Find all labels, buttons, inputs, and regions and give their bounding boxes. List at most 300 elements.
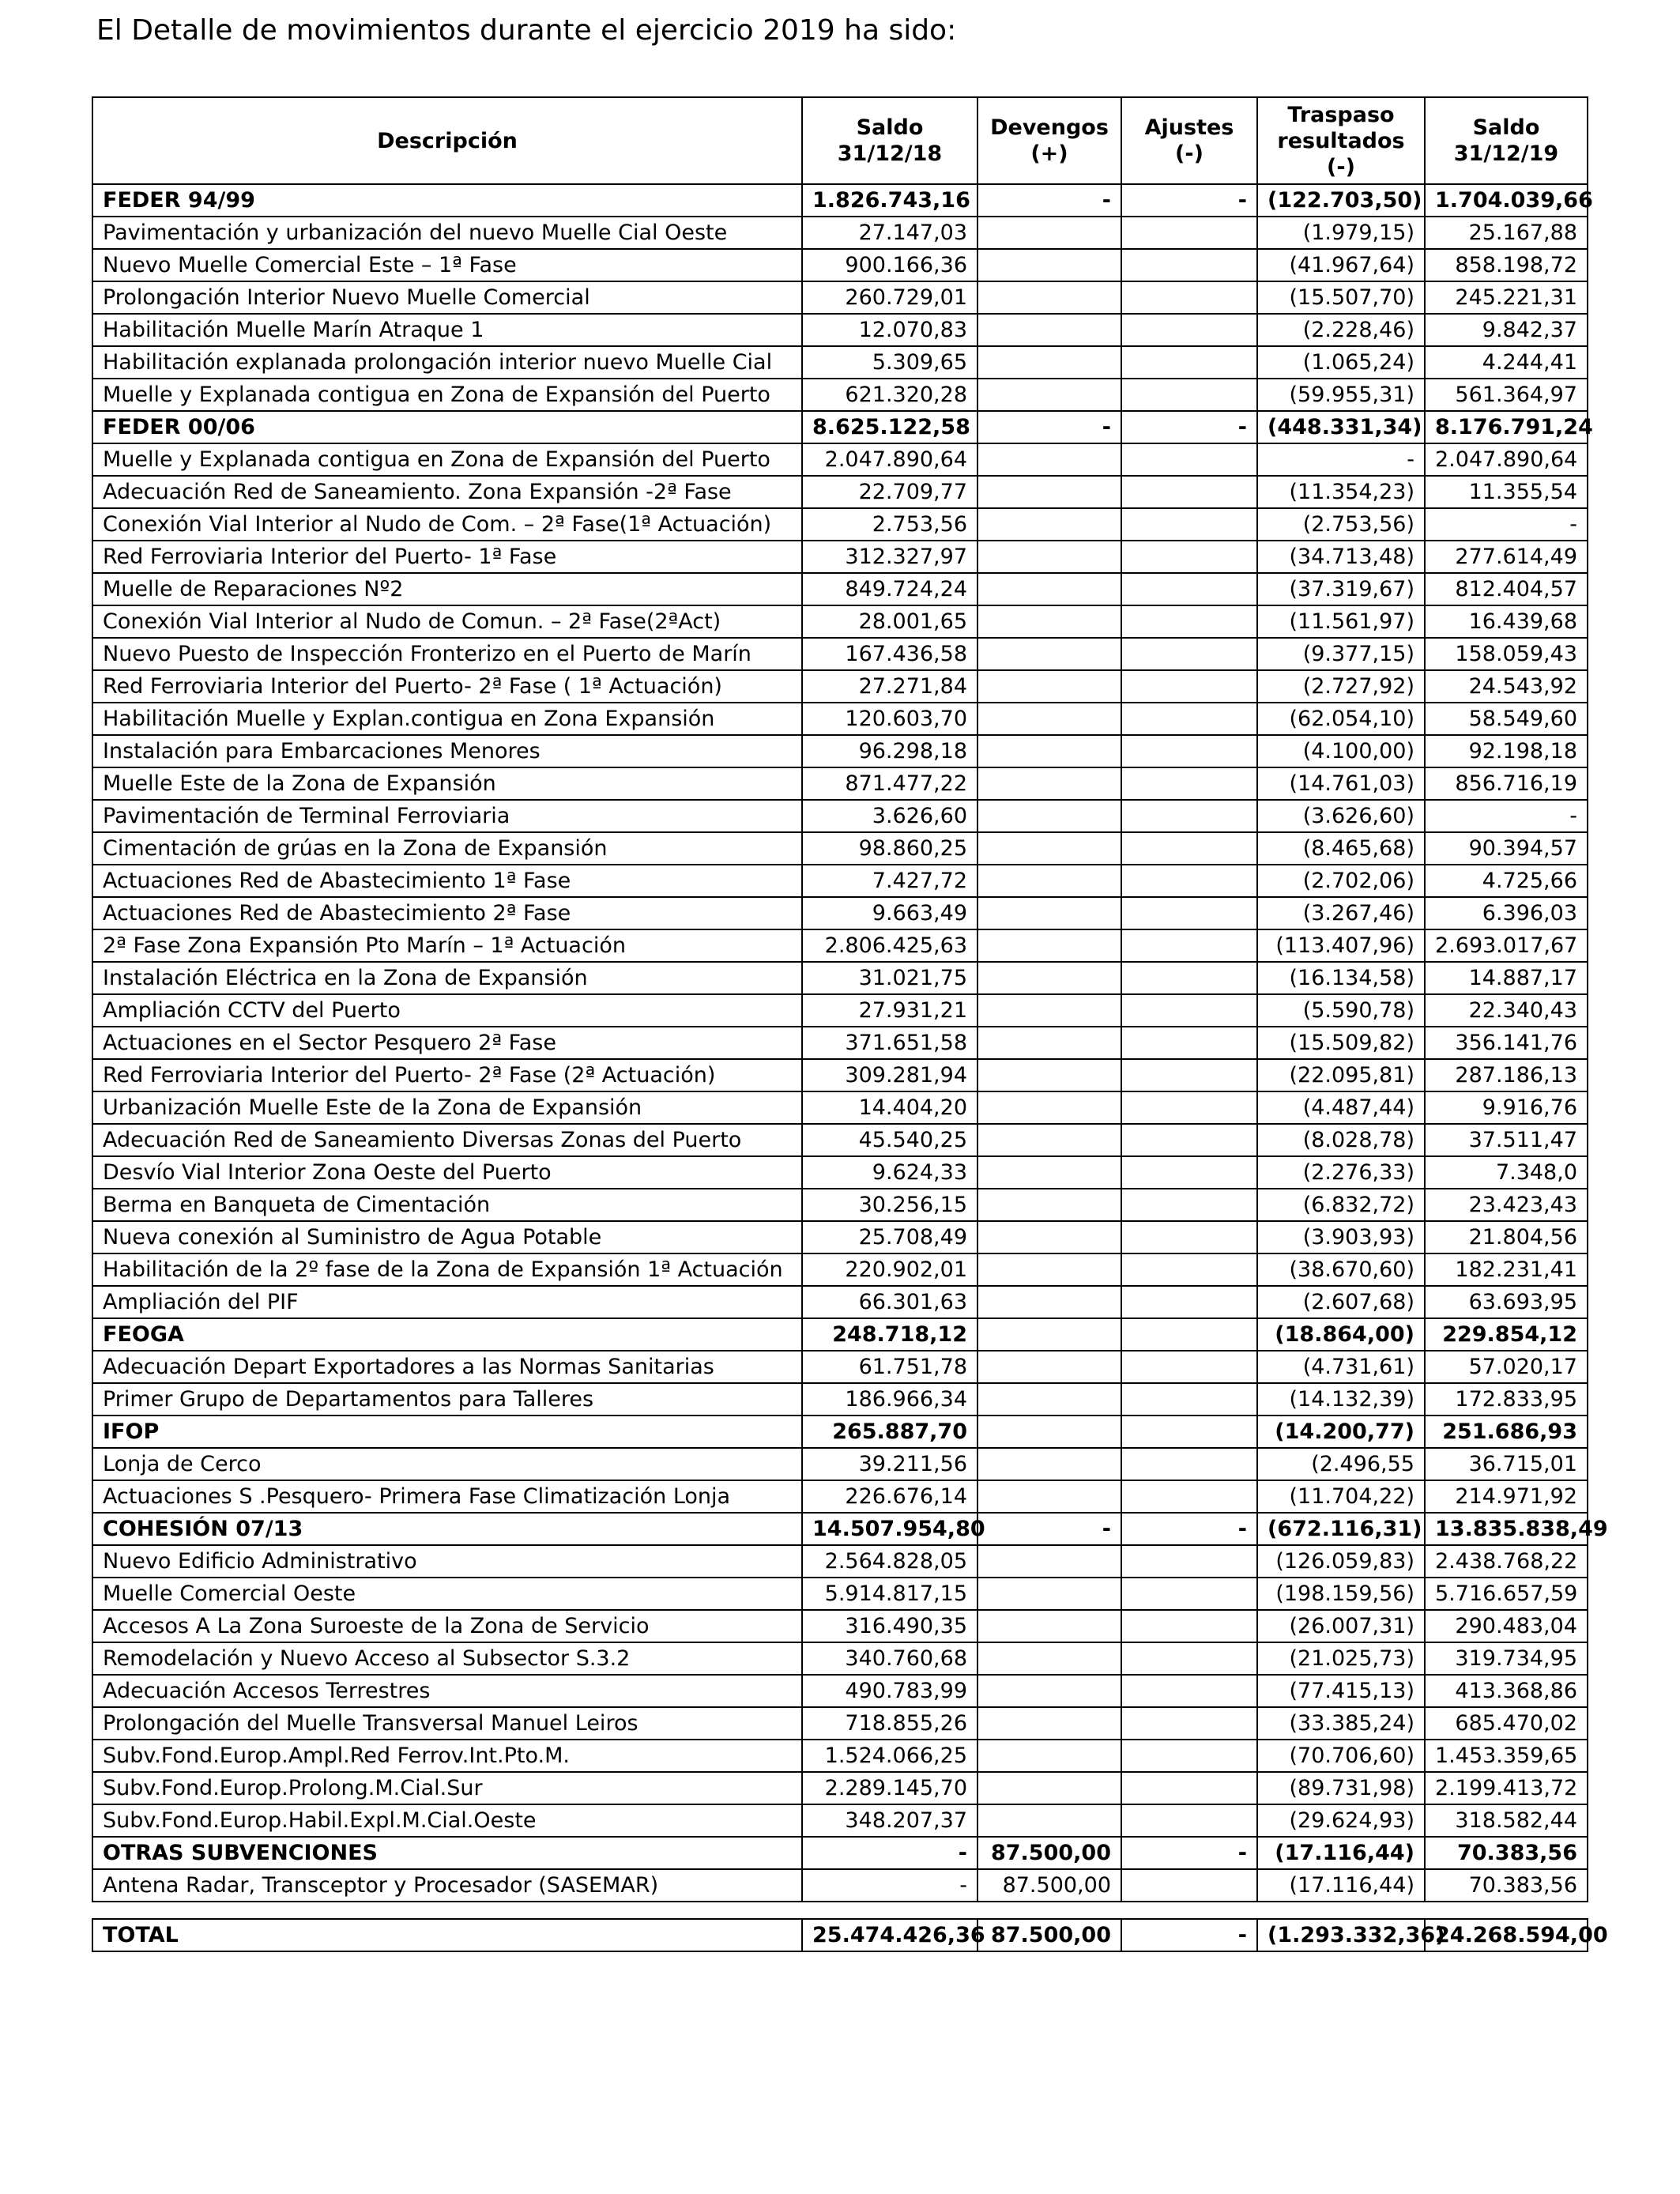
cell-descripcion: Nuevo Muelle Comercial Este – 1ª Fase <box>92 249 802 281</box>
cell-traspaso: (15.509,82) <box>1257 1027 1425 1059</box>
cell-ajustes <box>1121 1221 1257 1253</box>
cell-saldo-2018: 2.806.425,63 <box>802 929 977 962</box>
cell-saldo-2018: 30.256,15 <box>802 1189 977 1221</box>
table-row <box>92 897 1588 929</box>
cell-descripcion: 2ª Fase Zona Expansión Pto Marín – 1ª Actuación <box>92 929 802 962</box>
cell-devengos: - <box>977 1513 1121 1545</box>
cell-saldo-2018: 718.855,26 <box>802 1707 977 1740</box>
cell-saldo-2018: 61.751,78 <box>802 1351 977 1383</box>
cell-devengos <box>977 379 1121 411</box>
table-row <box>92 1480 1588 1513</box>
table-row <box>92 1804 1588 1837</box>
table-row <box>92 800 1588 832</box>
table-row <box>92 1610 1588 1642</box>
cell-saldo-2019: 318.582,44 <box>1425 1804 1588 1837</box>
cell-descripcion: Adecuación Red de Saneamiento Diversas Zonas del Puerto <box>92 1124 802 1156</box>
cell-ajustes <box>1121 897 1257 929</box>
cell-saldo-2018: 1.524.066,25 <box>802 1740 977 1772</box>
cell-descripcion: Antena Radar, Transceptor y Procesador (SASEMAR) <box>92 1869 802 1902</box>
cell-traspaso: (4.487,44) <box>1257 1091 1425 1124</box>
table-row <box>92 703 1588 735</box>
cell-descripcion: Ampliación CCTV del Puerto <box>92 994 802 1027</box>
cell-traspaso: (11.704,22) <box>1257 1480 1425 1513</box>
cell-traspaso: (14.200,77) <box>1257 1416 1425 1448</box>
cell-saldo-2018: 871.477,22 <box>802 767 977 800</box>
cell-ajustes <box>1121 1740 1257 1772</box>
cell-traspaso: (89.731,98) <box>1257 1772 1425 1804</box>
cell-saldo-2018: 22.709,77 <box>802 476 977 508</box>
cell-ajustes <box>1121 1383 1257 1416</box>
cell-saldo-2018: 248.718,12 <box>802 1318 977 1351</box>
cell-devengos <box>977 1124 1121 1156</box>
total-traspaso: (1.293.332,36) <box>1257 1919 1425 1951</box>
cell-devengos <box>977 541 1121 573</box>
cell-devengos <box>977 1545 1121 1578</box>
cell-devengos <box>977 1027 1121 1059</box>
cell-saldo-2018: 2.047.890,64 <box>802 443 977 476</box>
cell-traspaso: (18.864,00) <box>1257 1318 1425 1351</box>
cell-descripcion: Conexión Vial Interior al Nudo de Com. – 2ª Fase(1ª Actuación) <box>92 508 802 541</box>
cell-traspaso: (2.276,33) <box>1257 1156 1425 1189</box>
cell-saldo-2018: 14.507.954,80 <box>802 1513 977 1545</box>
cell-saldo-2018: 1.826.743,16 <box>802 184 977 217</box>
cell-saldo-2018: 31.021,75 <box>802 962 977 994</box>
cell-saldo-2019: 229.854,12 <box>1425 1318 1588 1351</box>
group-row <box>92 1837 1588 1869</box>
cell-ajustes <box>1121 443 1257 476</box>
cell-devengos <box>977 767 1121 800</box>
cell-descripcion: Instalación para Embarcaciones Menores <box>92 735 802 767</box>
table-row <box>92 1351 1588 1383</box>
cell-devengos <box>977 962 1121 994</box>
cell-ajustes <box>1121 508 1257 541</box>
cell-saldo-2019: 13.835.838,49 <box>1425 1513 1588 1545</box>
cell-saldo-2018: 98.860,25 <box>802 832 977 865</box>
cell-descripcion: Prolongación del Muelle Transversal Manuel Leiros <box>92 1707 802 1740</box>
cell-saldo-2019: - <box>1425 800 1588 832</box>
cell-saldo-2019: 214.971,92 <box>1425 1480 1588 1513</box>
cell-saldo-2019: 287.186,13 <box>1425 1059 1588 1091</box>
cell-saldo-2018: 621.320,28 <box>802 379 977 411</box>
cell-devengos <box>977 314 1121 346</box>
cell-saldo-2019: 2.438.768,22 <box>1425 1545 1588 1578</box>
total-table <box>92 1918 1608 1952</box>
header-saldo-2018: Saldo 31/12/18 <box>802 97 977 184</box>
cell-descripcion: FEOGA <box>92 1318 802 1351</box>
table-row <box>92 217 1588 249</box>
cell-ajustes <box>1121 1480 1257 1513</box>
table-row <box>92 1545 1588 1578</box>
cell-ajustes <box>1121 638 1257 670</box>
total-saldo-2018: 25.474.426,36 <box>802 1919 977 1951</box>
cell-saldo-2019: 23.423,43 <box>1425 1189 1588 1221</box>
cell-descripcion: Ampliación del PIF <box>92 1286 802 1318</box>
table-row <box>92 929 1588 962</box>
cell-devengos <box>977 800 1121 832</box>
cell-traspaso: - <box>1257 443 1425 476</box>
cell-saldo-2019: 58.549,60 <box>1425 703 1588 735</box>
cell-traspaso: (8.465,68) <box>1257 832 1425 865</box>
group-row <box>92 184 1588 217</box>
cell-saldo-2019: 70.383,56 <box>1425 1837 1588 1869</box>
cell-traspaso: (126.059,83) <box>1257 1545 1425 1578</box>
cell-saldo-2019: 561.364,97 <box>1425 379 1588 411</box>
header-saldo-2019: Saldo 31/12/19 <box>1425 97 1588 184</box>
cell-ajustes <box>1121 1091 1257 1124</box>
cell-traspaso: (6.832,72) <box>1257 1189 1425 1221</box>
cell-descripcion: Prolongación Interior Nuevo Muelle Comercial <box>92 281 802 314</box>
table-row <box>92 1740 1588 1772</box>
cell-ajustes <box>1121 1351 1257 1383</box>
table-row <box>92 1253 1588 1286</box>
cell-ajustes <box>1121 832 1257 865</box>
cell-descripcion: Nuevo Edificio Administrativo <box>92 1545 802 1578</box>
cell-saldo-2018: 265.887,70 <box>802 1416 977 1448</box>
cell-traspaso: (14.132,39) <box>1257 1383 1425 1416</box>
cell-saldo-2018: 340.760,68 <box>802 1642 977 1675</box>
cell-ajustes: - <box>1121 411 1257 443</box>
cell-devengos <box>977 476 1121 508</box>
cell-devengos <box>977 217 1121 249</box>
cell-saldo-2019: 290.483,04 <box>1425 1610 1588 1642</box>
cell-ajustes <box>1121 1578 1257 1610</box>
cell-traspaso: (70.706,60) <box>1257 1740 1425 1772</box>
cell-ajustes: - <box>1121 184 1257 217</box>
cell-saldo-2018: 66.301,63 <box>802 1286 977 1318</box>
cell-traspaso: (22.095,81) <box>1257 1059 1425 1091</box>
cell-traspaso: (11.354,23) <box>1257 476 1425 508</box>
cell-devengos <box>977 573 1121 605</box>
cell-descripcion: FEDER 00/06 <box>92 411 802 443</box>
cell-ajustes <box>1121 800 1257 832</box>
cell-ajustes <box>1121 249 1257 281</box>
cell-saldo-2018: - <box>802 1837 977 1869</box>
cell-traspaso: (21.025,73) <box>1257 1642 1425 1675</box>
cell-traspaso: (11.561,97) <box>1257 605 1425 638</box>
cell-descripcion: IFOP <box>92 1416 802 1448</box>
cell-ajustes <box>1121 1253 1257 1286</box>
table-row <box>92 994 1588 1027</box>
cell-saldo-2018: 8.625.122,58 <box>802 411 977 443</box>
cell-devengos <box>977 281 1121 314</box>
cell-devengos <box>977 703 1121 735</box>
cell-saldo-2019: 158.059,43 <box>1425 638 1588 670</box>
cell-traspaso: (2.496,55 <box>1257 1448 1425 1480</box>
cell-devengos <box>977 832 1121 865</box>
cell-traspaso: (38.670,60) <box>1257 1253 1425 1286</box>
cell-devengos <box>977 1610 1121 1642</box>
cell-traspaso: (16.134,58) <box>1257 962 1425 994</box>
cell-traspaso: (34.713,48) <box>1257 541 1425 573</box>
table-row <box>92 541 1588 573</box>
cell-devengos <box>977 1416 1121 1448</box>
cell-saldo-2019: 251.686,93 <box>1425 1416 1588 1448</box>
cell-traspaso: (77.415,13) <box>1257 1675 1425 1707</box>
cell-traspaso: (1.065,24) <box>1257 346 1425 379</box>
cell-saldo-2018: 371.651,58 <box>802 1027 977 1059</box>
cell-devengos: 87.500,00 <box>977 1869 1121 1902</box>
cell-saldo-2018: 9.624,33 <box>802 1156 977 1189</box>
cell-descripcion: COHESIÓN 07/13 <box>92 1513 802 1545</box>
cell-saldo-2019: 1.453.359,65 <box>1425 1740 1588 1772</box>
cell-saldo-2019: 57.020,17 <box>1425 1351 1588 1383</box>
cell-saldo-2019: 812.404,57 <box>1425 573 1588 605</box>
cell-traspaso: (3.903,93) <box>1257 1221 1425 1253</box>
cell-ajustes <box>1121 217 1257 249</box>
cell-devengos <box>977 994 1121 1027</box>
cell-ajustes <box>1121 703 1257 735</box>
table-row <box>92 670 1588 703</box>
cell-ajustes <box>1121 994 1257 1027</box>
cell-saldo-2019: 858.198,72 <box>1425 249 1588 281</box>
table-row <box>92 573 1588 605</box>
table-row <box>92 865 1588 897</box>
cell-descripcion: Cimentación de grúas en la Zona de Expansión <box>92 832 802 865</box>
cell-devengos <box>977 508 1121 541</box>
table-row <box>92 476 1588 508</box>
cell-traspaso: (59.955,31) <box>1257 379 1425 411</box>
cell-descripcion: Habilitación Muelle y Explan.contigua en Zona Expansión <box>92 703 802 735</box>
table-row <box>92 1675 1588 1707</box>
cell-saldo-2019: 6.396,03 <box>1425 897 1588 929</box>
cell-traspaso: (113.407,96) <box>1257 929 1425 962</box>
cell-descripcion: Berma en Banqueta de Cimentación <box>92 1189 802 1221</box>
cell-devengos <box>977 638 1121 670</box>
cell-saldo-2019: 8.176.791,24 <box>1425 411 1588 443</box>
cell-devengos <box>977 1221 1121 1253</box>
table-row <box>92 1221 1588 1253</box>
header-traspaso: Traspaso resultados (-) <box>1257 97 1425 184</box>
cell-traspaso: (3.267,46) <box>1257 897 1425 929</box>
cell-descripcion: Nuevo Puesto de Inspección Fronterizo en el Puerto de Marín <box>92 638 802 670</box>
cell-descripcion: Primer Grupo de Departamentos para Talleres <box>92 1383 802 1416</box>
cell-saldo-2019: 7.348,0 <box>1425 1156 1588 1189</box>
cell-devengos <box>977 1578 1121 1610</box>
cell-traspaso: (29.624,93) <box>1257 1804 1425 1837</box>
cell-devengos <box>977 249 1121 281</box>
cell-descripcion: Red Ferroviaria Interior del Puerto- 2ª Fase ( 1ª Actuación) <box>92 670 802 703</box>
table-row <box>92 1642 1588 1675</box>
total-ajustes: - <box>1121 1919 1257 1951</box>
cell-saldo-2018: 309.281,94 <box>802 1059 977 1091</box>
table-row <box>92 1578 1588 1610</box>
group-row <box>92 1318 1588 1351</box>
cell-traspaso: (4.731,61) <box>1257 1351 1425 1383</box>
table-row <box>92 1156 1588 1189</box>
table-row <box>92 735 1588 767</box>
cell-ajustes: - <box>1121 1513 1257 1545</box>
cell-saldo-2019: 1.704.039,66 <box>1425 184 1588 217</box>
cell-devengos <box>977 1707 1121 1740</box>
cell-traspaso: (5.590,78) <box>1257 994 1425 1027</box>
cell-descripcion: Subv.Fond.Europ.Habil.Expl.M.Cial.Oeste <box>92 1804 802 1837</box>
cell-saldo-2018: 7.427,72 <box>802 865 977 897</box>
cell-ajustes <box>1121 962 1257 994</box>
cell-descripcion: Lonja de Cerco <box>92 1448 802 1480</box>
table-row <box>92 1059 1588 1091</box>
table-row <box>92 346 1588 379</box>
table-row <box>92 767 1588 800</box>
table-row <box>92 281 1588 314</box>
cell-ajustes <box>1121 1059 1257 1091</box>
cell-saldo-2018: 260.729,01 <box>802 281 977 314</box>
cell-saldo-2019: 2.047.890,64 <box>1425 443 1588 476</box>
cell-saldo-2018: 25.708,49 <box>802 1221 977 1253</box>
cell-descripcion: Actuaciones Red de Abastecimiento 1ª Fase <box>92 865 802 897</box>
cell-saldo-2018: - <box>802 1869 977 1902</box>
cell-saldo-2019: 25.167,88 <box>1425 217 1588 249</box>
cell-saldo-2019: 11.355,54 <box>1425 476 1588 508</box>
cell-devengos <box>977 897 1121 929</box>
cell-traspaso: (1.979,15) <box>1257 217 1425 249</box>
cell-traspaso: (41.967,64) <box>1257 249 1425 281</box>
cell-ajustes <box>1121 1804 1257 1837</box>
cell-saldo-2019: 245.221,31 <box>1425 281 1588 314</box>
cell-saldo-2019: 24.543,92 <box>1425 670 1588 703</box>
cell-descripcion: Nueva conexión al Suministro de Agua Potable <box>92 1221 802 1253</box>
cell-devengos <box>977 929 1121 962</box>
cell-devengos <box>977 1675 1121 1707</box>
cell-traspaso: (8.028,78) <box>1257 1124 1425 1156</box>
total-label: TOTAL <box>92 1919 802 1951</box>
cell-saldo-2019: 21.804,56 <box>1425 1221 1588 1253</box>
cell-devengos <box>977 346 1121 379</box>
cell-traspaso: (2.702,06) <box>1257 865 1425 897</box>
cell-descripcion: Subv.Fond.Europ.Ampl.Red Ferrov.Int.Pto.M. <box>92 1740 802 1772</box>
cell-saldo-2018: 900.166,36 <box>802 249 977 281</box>
cell-devengos <box>977 1740 1121 1772</box>
cell-traspaso: (198.159,56) <box>1257 1578 1425 1610</box>
cell-traspaso: (3.626,60) <box>1257 800 1425 832</box>
cell-ajustes <box>1121 1286 1257 1318</box>
cell-saldo-2019: 22.340,43 <box>1425 994 1588 1027</box>
cell-devengos <box>977 865 1121 897</box>
cell-devengos <box>977 1804 1121 1837</box>
cell-saldo-2018: 3.626,60 <box>802 800 977 832</box>
table-row <box>92 1091 1588 1124</box>
cell-saldo-2018: 96.298,18 <box>802 735 977 767</box>
cell-ajustes <box>1121 1027 1257 1059</box>
cell-devengos: - <box>977 184 1121 217</box>
table-row <box>92 1448 1588 1480</box>
cell-devengos <box>977 605 1121 638</box>
header-ajustes: Ajustes (-) <box>1121 97 1257 184</box>
cell-traspaso: (17.116,44) <box>1257 1869 1425 1902</box>
cell-devengos <box>977 1448 1121 1480</box>
cell-devengos <box>977 1091 1121 1124</box>
cell-ajustes <box>1121 1189 1257 1221</box>
cell-saldo-2019: 4.725,66 <box>1425 865 1588 897</box>
cell-ajustes <box>1121 1869 1257 1902</box>
cell-saldo-2018: 312.327,97 <box>802 541 977 573</box>
cell-devengos <box>977 1156 1121 1189</box>
cell-traspaso: (33.385,24) <box>1257 1707 1425 1740</box>
table-row <box>92 314 1588 346</box>
cell-saldo-2018: 186.966,34 <box>802 1383 977 1416</box>
cell-ajustes <box>1121 670 1257 703</box>
cell-saldo-2019: 2.693.017,67 <box>1425 929 1588 962</box>
cell-ajustes <box>1121 1642 1257 1675</box>
cell-descripcion: Adecuación Depart Exportadores a las Normas Sanitarias <box>92 1351 802 1383</box>
cell-ajustes <box>1121 476 1257 508</box>
cell-saldo-2018: 12.070,83 <box>802 314 977 346</box>
cell-descripcion: Remodelación y Nuevo Acceso al Subsector S.3.2 <box>92 1642 802 1675</box>
cell-saldo-2018: 39.211,56 <box>802 1448 977 1480</box>
cell-traspaso: (448.331,34) <box>1257 411 1425 443</box>
cell-saldo-2019: 277.614,49 <box>1425 541 1588 573</box>
cell-devengos <box>977 1480 1121 1513</box>
cell-ajustes: - <box>1121 1837 1257 1869</box>
table-row <box>92 249 1588 281</box>
cell-descripcion: Pavimentación de Terminal Ferroviaria <box>92 800 802 832</box>
cell-ajustes <box>1121 1610 1257 1642</box>
cell-ajustes <box>1121 1675 1257 1707</box>
cell-descripcion: Muelle Este de la Zona de Expansión <box>92 767 802 800</box>
cell-traspaso: (9.377,15) <box>1257 638 1425 670</box>
cell-ajustes <box>1121 281 1257 314</box>
cell-ajustes <box>1121 929 1257 962</box>
cell-traspaso: (2.753,56) <box>1257 508 1425 541</box>
total-devengos: 87.500,00 <box>977 1919 1121 1951</box>
cell-saldo-2018: 226.676,14 <box>802 1480 977 1513</box>
cell-saldo-2018: 316.490,35 <box>802 1610 977 1642</box>
table-row <box>92 1286 1588 1318</box>
cell-traspaso: (26.007,31) <box>1257 1610 1425 1642</box>
cell-ajustes <box>1121 1416 1257 1448</box>
cell-descripcion: Adecuación Accesos Terrestres <box>92 1675 802 1707</box>
cell-saldo-2018: 120.603,70 <box>802 703 977 735</box>
cell-descripcion: OTRAS SUBVENCIONES <box>92 1837 802 1869</box>
cell-saldo-2018: 348.207,37 <box>802 1804 977 1837</box>
cell-devengos <box>977 1253 1121 1286</box>
cell-ajustes <box>1121 605 1257 638</box>
table-row <box>92 508 1588 541</box>
table-row <box>92 379 1588 411</box>
cell-ajustes <box>1121 541 1257 573</box>
cell-descripcion: Adecuación Red de Saneamiento. Zona Expansión -2ª Fase <box>92 476 802 508</box>
cell-saldo-2019: 4.244,41 <box>1425 346 1588 379</box>
cell-descripcion: Instalación Eléctrica en la Zona de Expansión <box>92 962 802 994</box>
table-row <box>92 1707 1588 1740</box>
cell-descripcion: Red Ferroviaria Interior del Puerto- 2ª Fase (2ª Actuación) <box>92 1059 802 1091</box>
cell-saldo-2018: 27.271,84 <box>802 670 977 703</box>
cell-devengos <box>977 1286 1121 1318</box>
cell-descripcion: Actuaciones Red de Abastecimiento 2ª Fase <box>92 897 802 929</box>
group-row <box>92 1416 1588 1448</box>
cell-descripcion: Habilitación Muelle Marín Atraque 1 <box>92 314 802 346</box>
cell-saldo-2018: 490.783,99 <box>802 1675 977 1707</box>
cell-saldo-2018: 5.914.817,15 <box>802 1578 977 1610</box>
cell-saldo-2019: - <box>1425 508 1588 541</box>
cell-saldo-2019: 356.141,76 <box>1425 1027 1588 1059</box>
cell-descripcion: Muelle y Explanada contigua en Zona de Expansión del Puerto <box>92 443 802 476</box>
cell-ajustes <box>1121 1448 1257 1480</box>
cell-traspaso: (37.319,67) <box>1257 573 1425 605</box>
cell-descripcion: Muelle Comercial Oeste <box>92 1578 802 1610</box>
cell-ajustes <box>1121 1772 1257 1804</box>
cell-saldo-2018: 27.931,21 <box>802 994 977 1027</box>
cell-saldo-2018: 28.001,65 <box>802 605 977 638</box>
table-row <box>92 1189 1588 1221</box>
cell-saldo-2019: 5.716.657,59 <box>1425 1578 1588 1610</box>
cell-saldo-2019: 70.383,56 <box>1425 1869 1588 1902</box>
cell-ajustes <box>1121 1156 1257 1189</box>
cell-traspaso: (2.607,68) <box>1257 1286 1425 1318</box>
cell-descripcion: Pavimentación y urbanización del nuevo Muelle Cial Oeste <box>92 217 802 249</box>
cell-devengos <box>977 1642 1121 1675</box>
cell-devengos <box>977 670 1121 703</box>
cell-devengos <box>977 735 1121 767</box>
